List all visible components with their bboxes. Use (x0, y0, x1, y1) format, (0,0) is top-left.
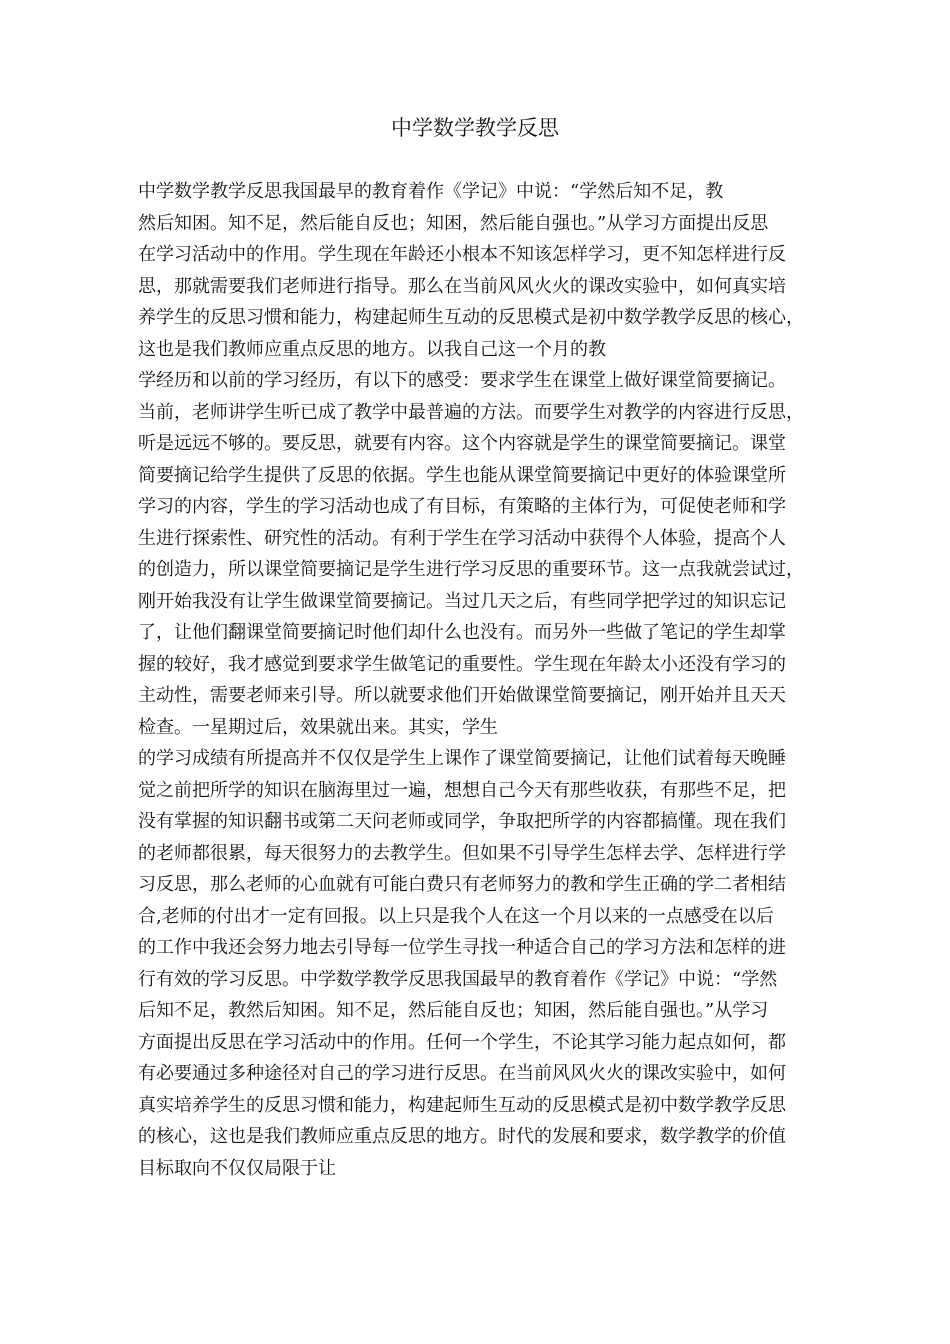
body-line: 觉之前把所学的知识在脑海里过一遍，想想自己今天有那些收获，有那些不足，把 (138, 779, 786, 801)
body-line: 养学生的反思习惯和能力，构建起师生互动的反思模式是初中数学教学反思的核心， (138, 307, 804, 328)
body-line: 当前，老师讲学生听已成了教学中最普遍的方法。而要学生对教学的内容进行反思， (138, 401, 804, 423)
document-title: 中学数学教学反思 (391, 116, 559, 140)
body-line: 这也是我们教师应重点反思的地方。以我自己这一个月的教 (138, 338, 606, 360)
body-line: 的创造力，所以课堂简要摘记是学生进行学习反思的重要环节。这一点我就尝试过， (138, 559, 804, 580)
body-line: 然后知困。知不足，然后能自反也；知困，然后能自强也。”从学习方面提出反思 (138, 212, 769, 234)
body-line: 后知不足，教然后知困。知不足，然后能自反也；知困，然后能自强也。”从学习 (138, 1000, 769, 1021)
body-line: 合,老师的付出才一定有回报。以上只是我个人在这一个月以来的一点感受在以后 (138, 905, 774, 927)
body-line: 了，让他们翻课堂简要摘记时他们却什么也没有。而另外一些做了笔记的学生却掌 (138, 622, 786, 643)
body-line: 中学数学教学反思我国最早的教育着作《学记》中说：“学然后知不足，教 (138, 181, 724, 202)
body-line: 的工作中我还会努力地去引导每一位学生寻找一种适合自己的学习方法和怎样的进 (138, 937, 786, 958)
body-line: 方面提出反思在学习活动中的作用。任何一个学生，不论其学习能力起点如何，都 (138, 1031, 786, 1053)
body-line: 真实培养学生的反思习惯和能力，构建起师生互动的反思模式是初中数学教学反思 (138, 1094, 786, 1116)
body-line: 在学习活动中的作用。学生现在年龄还小根本不知该怎样学习，更不知怎样进行反 (138, 244, 786, 265)
body-line: 的老师都很累，每天很努力的去教学生。但如果不引导学生怎样去学、怎样进行学 (138, 842, 786, 864)
body-line: 的学习成绩有所提高并不仅仅是学生上课作了课堂简要摘记，让他们试着每天晚睡 (138, 748, 786, 769)
body-line: 学习的内容，学生的学习活动也成了有目标，有策略的主体行为，可促使老师和学 (138, 496, 786, 517)
body-line: 没有掌握的知识翻书或第二天问老师或同学，争取把所学的内容都搞懂。现在我们 (138, 811, 786, 832)
body-line: 的核心，这也是我们教师应重点反思的地方。时代的发展和要求，数学教学的价值 (138, 1126, 786, 1147)
body-line: 听是远远不够的。要反思，就要有内容。这个内容就是学生的课堂简要摘记。课堂 (138, 433, 786, 454)
body-line: 思，那就需要我们老师进行指导。那么在当前风风火火的课改实验中，如何真实培 (138, 275, 786, 297)
body-line: 简要摘记给学生提供了反思的依据。学生也能从课堂简要摘记中更好的体验课堂所 (138, 464, 786, 486)
body-line: 刚开始我没有让学生做课堂简要摘记。当过几天之后，有些同学把学过的知识忘记 (138, 590, 786, 612)
body-line: 有必要通过多种途径对自己的学习进行反思。在当前风风火火的课改实验中，如何 (138, 1063, 786, 1084)
body-line: 检查。一星期过后，效果就出来。其实，学生 (138, 716, 498, 738)
body-line: 握的较好，我才感觉到要求学生做笔记的重要性。学生现在年龄太小还没有学习的 (138, 653, 786, 675)
body-line: 主动性，需要老师来引导。所以就要求他们开始做课堂简要摘记，刚开始并且天天 (138, 685, 786, 706)
body-line: 学经历和以前的学习经历，有以下的感受：要求学生在课堂上做好课堂简要摘记。 (138, 370, 786, 391)
body-line: 行有效的学习反思。中学数学教学反思我国最早的教育着作《学记》中说：“学然 (138, 968, 778, 990)
document-body (138, 176, 838, 1184)
body-line: 目标取向不仅仅局限于让 (138, 1157, 336, 1179)
body-line: 习反思，那么老师的心血就有可能白费只有老师努力的教和学生正确的学二者相结 (138, 874, 786, 895)
body-line: 生进行探索性、研究性的活动。有利于学生在学习活动中获得个人体验，提高个人 (138, 527, 786, 549)
